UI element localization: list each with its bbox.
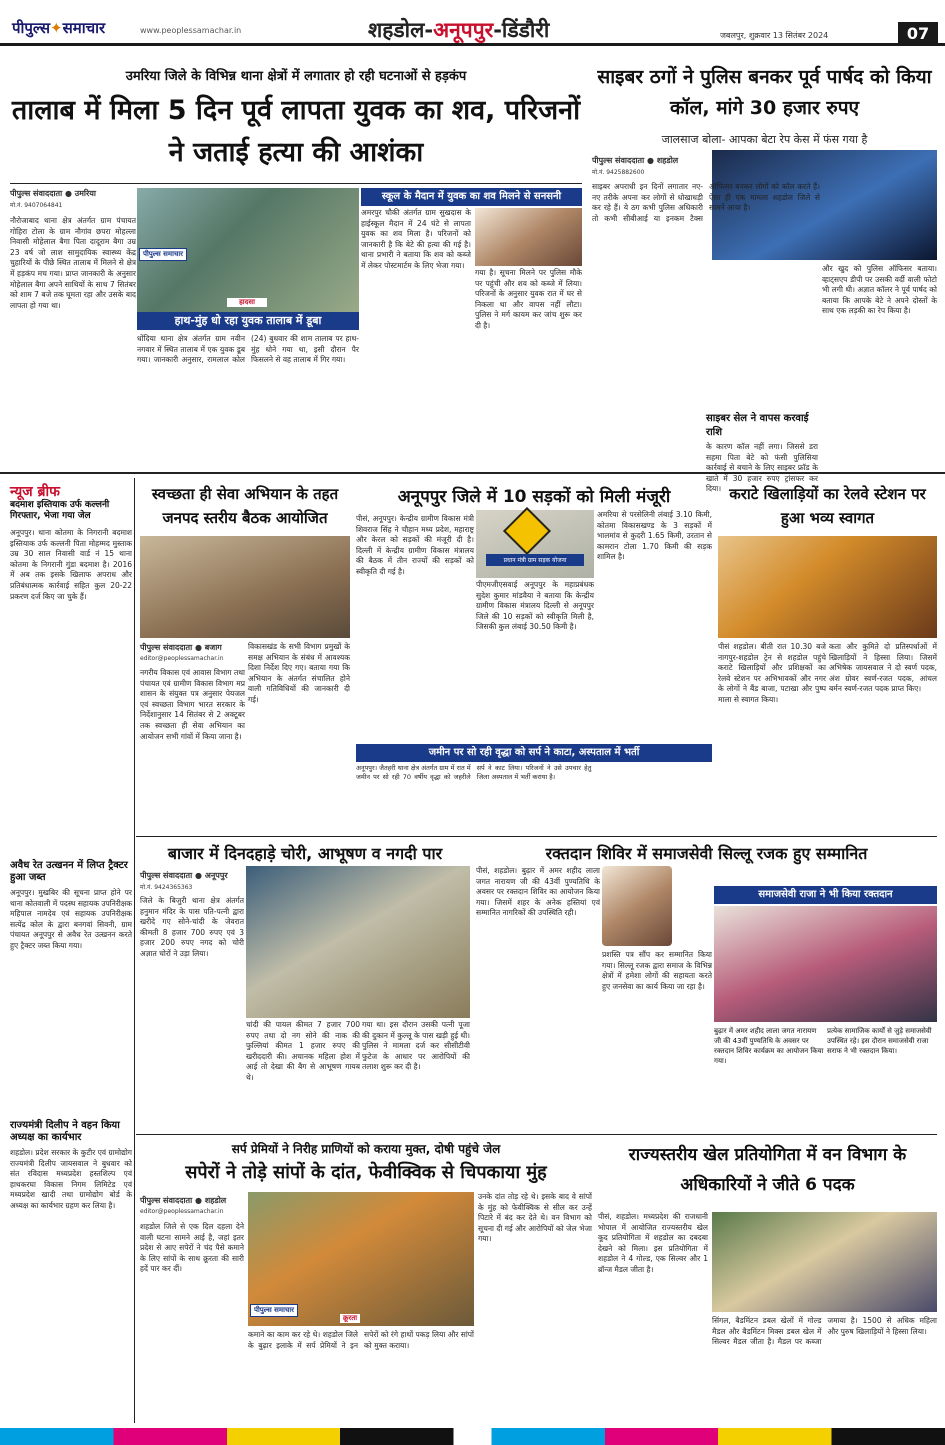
cyber-subhead: साइबर सेल ने वापस करवाई राशि: [706, 413, 809, 438]
roads-sign-photo[interactable]: [476, 510, 594, 578]
roads-headline: अनूपपुर जिले में 10 सड़कों को मिली मंजूरी: [397, 487, 671, 507]
cyber-mobile: मो.नं. 9425882600: [592, 169, 645, 176]
dateline: जबलपुर, शुक्रवार 13 सितंबर 2024: [720, 31, 829, 40]
blood-caption-2: प्रत्येक सामाजिक कार्यों से जुड़े समाजसेवी उपस्थित रहे। इस दौरान समाजसेवी राजा सराफ ने भी रक्तदान किया।: [827, 1027, 932, 1055]
section-right: -डिंडौरी: [493, 18, 550, 42]
snakes-body-1: शहडोल जिले से एक दिल दहला देने वाली घटना सामने आई है, जहां इतर प्रदेश से आए सपेरों ने चंद पैसे कमाने के लिए सांपों के साथ क्रूरता की सारी हदें पार कर दीं।: [140, 1222, 244, 1274]
logo-watermark: पीपुल्स समाचार: [250, 1304, 298, 1317]
newspaper-logo[interactable]: [12, 18, 105, 38]
karate-body-2: कता और कुमिते दो प्रतिस्पर्धाओं में खिलाड़ियों ने हिस्सा लिया। जिसमें अभिषेक जायसवाल ने दो स्वर्ण पदक, अंश ग्रोवर स्वर्ण-रजत पदक, आंचल बर्मन स्वर्ण-रजत पदक प्राप्त किए।: [829, 642, 937, 694]
theft-photo[interactable]: [246, 866, 470, 1018]
lead-byline: पीपुल्स संवाददाता ● उमरिया: [10, 189, 96, 198]
swachh-email: editor@peoplessamachar.in: [140, 655, 224, 662]
cyber-sub: जालसाज बोला- आपका बेटा रेप केस में फंस गया है: [661, 133, 868, 146]
cyber-headline: साइबर ठगों ने पुलिस बनकर पूर्व पार्षद को किया कॉल, मांगे 30 हजार रुपए: [597, 66, 932, 119]
section-left: शहडोल-: [368, 18, 434, 42]
theft-body-3: गया था। इस दौरान उसकी पत्नी पूजा की दुकान में कुल्लू के पास खड़ी हुई थी। पुलिस ने मामला दर्ज कर सीसीटीवी फुटेज के आधार पर आरोपियों की तलाश शुरू कर दी है।: [362, 1020, 470, 1072]
brief-headline-1: बदमाश इस्तियाक उर्फ कल्लनी गिरफ्तार, भेजा गया जेल: [10, 500, 110, 521]
logo-main: पीपुल्स: [12, 19, 51, 37]
brief-headline-2: अवैध रेत उत्खनन में लिप्त ट्रैक्टर हुआ जब्त: [10, 860, 128, 883]
section-title: [368, 16, 549, 44]
cyber-body-1: साइबर अपराधी इन दिनों लगातार नए-नए तरीके अपना कर लोगों से धोखाधड़ी कर रहे हैं। ये ठग कभी पुलिस अधिकारी तो कभी सीबीआई या इनकम टैक्स ऑफिसर बनकर लोगों को कॉल करते हैं। ऐसा ही एक मामला शहडोल जिले से सामने आया है।: [592, 182, 820, 223]
brief-body-1: अनूपपुर। थाना कोतमा के निगरानी बदमाश इस्तियाक उर्फ कल्लनी पिता मोहम्मद मुस्ताक उम्र 30 साल निवासी वार्ड नं 15 थाना कोतमा के निगरानी गुंडा बदमाश है। 2016 में अब तक इसके खिलाफ अपराध और प्रतिबंधात्मक कार्रवाई सहित कुल 20-22 प्रकरण दर्ज किए जा चुके हैं।: [10, 528, 132, 601]
lead-photo[interactable]: [137, 188, 359, 312]
cyber-byline: पीपुल्स संवाददाता ● शहडोल: [592, 156, 679, 165]
brief-headline-3: राज्यमंत्री दिलीप ने वहन किया अध्यक्ष का कार्यभार: [10, 1120, 120, 1143]
swachh-headline: स्वच्छता ही सेवा अभियान के तहत जनपद स्तरीय बैठक आयोजित: [151, 485, 339, 527]
side-kicker: स्कूल के मैदान में युवक का शव मिलने से सनसनी: [361, 188, 582, 206]
lead-headline: तालाब में मिला 5 दिन पूर्व लापता युवक का शव, परिजनों ने जताई हत्या की आशंका: [11, 95, 581, 168]
roads-body-2: पीएमजीएसवाई अनूपपुर के महाप्रबंधक सुदेश कुमार मांडवैया ने बताया कि केन्द्रीय ग्रामीण विकास मंत्रालय दिल्ली से अनूपपुर जिले की 10 सड़कों को स्वीकृति मिली है, जिसकी कुल लंबाई 30.50 किमी है।: [476, 580, 594, 632]
lead-photo-caption: हाथ-मुंह धो रहा युवक तालाब में डूबा: [137, 312, 359, 330]
snakes-kicker: सर्प प्रेमियों ने निरीह प्राणियों को कराया मुक्त, दोषी पहुंचे जेल: [231, 1142, 501, 1156]
theft-mobile: मो.नं. 9424365363: [140, 884, 193, 891]
snakes-photo[interactable]: [248, 1192, 474, 1326]
lead-mobile: मो.नं. 9407064841: [10, 202, 63, 209]
website-url[interactable]: www.peoplessamachar.in: [140, 26, 242, 35]
swachh-byline: पीपुल्स संवाददाता ● बजाग: [140, 643, 222, 652]
snakes-body-2: कमाने का काम कर रहे थे। शहडोल जिले के बुढ़ार इलाके में सर्प प्रेमियों ने इन सपेरों को रंगे हाथों पकड़ लिया और सांपों को मुक्त कराया।: [248, 1330, 474, 1350]
karate-photo[interactable]: [718, 536, 937, 638]
snakes-email: editor@peoplessamachar.in: [140, 1208, 224, 1215]
hadsa-badge: हादसा: [227, 298, 267, 307]
logo-watermark: पीपुल्स समाचार: [139, 248, 187, 261]
brief-body-2: अनूपपुर। मुखबिर की सूचना प्राप्त होने पर थाना कोतवाली में पदस्थ सहायक उपनिरीक्षक महिपाल नामदेव एवं सहायक उपनिरीक्षक सत्येंद्र कोल के द्वारा बनगवां सिवनी, ग्राम पंचायत अनूपपुर से अवैध रेत उत्खनन करते हुए ट्रैक्टर जब्त किया गया।: [10, 888, 132, 950]
blood-caption-1: बुढ़ार में अमर शहीद लाला जगत नारायण जी की 43वीं पुण्यतिथि के अवसर पर रक्तदान शिविर कार्यक्रम का आयोजन किया गया।: [714, 1027, 824, 1065]
sports-headline: राज्यस्तरीय खेल प्रतियोगिता में वन विभाग के अधिकारियों ने जीते 6 पदक: [628, 1145, 907, 1195]
roads-body-3: अमरिया से परसेलिनी लंबाई 3.10 किमी, कोतमा विकासखण्ड के 3 सड़कों में भालमांव से कुदरी 1.65 किमी, उरतान से कामरान टोला 1.70 किमी की सड़क शामिल है।: [597, 510, 712, 562]
karate-body-1: पीसं शहडोल। बीती रात 10.30 बजे नागपुर-शहडोल ट्रेन से शहडोल पहुंचे कराटे खिलाड़ियों और प्रशिक्षकों का रेलवे स्टेशन पर अभिभावकों और नगर के लोगों ने बैंड बाजा, पटाखा और पुष्प माला से स्वागत किया।: [718, 642, 826, 704]
body-photo[interactable]: [475, 208, 582, 266]
roads-body-1: पीसं, अनूपपुर। केन्द्रीय ग्रामीण विकास मंत्री शिवराज सिंह ने चौहान मध्य प्रदेश, महाराष्ट्र और केरल को सड़कों की मंजूरी दी है। दिल्ली में केन्द्रीय ग्रामीण विकास मंत्रालय की बैठक में तीन राज्यों की सड़कों को स्वीकृति दी गई है।: [356, 514, 474, 576]
section-mid: अनूपपुर: [433, 18, 494, 42]
sign-text: प्रधान मंत्री ग्राम सड़क योजना: [486, 554, 584, 566]
divider: [10, 183, 582, 184]
snakes-headline: सपेरों ने तोड़े सांपों के दांत, फेवीक्विक से चिपकाया मुंह: [185, 1162, 547, 1183]
cyber-body-3: के कारण कॉल नहीं लगा। जिससे डरा सहमा पिता बेटे को फंसी पुलिसिया कार्रवाई से बचाने के लिए साइबर फ्रॉड के खाते में 30 हजार रुपए ट्रांसफर कर दिया।: [706, 442, 818, 494]
snakes-body-3: उनके दांत तोड़ रहे थे। इसके बाद वे सांपों के मुंह को फेवीक्विक से सील कर उन्हें पिटारे में बंद कर देते थे। वन विभाग को सूचना दी गई और आरोपियों को जेल भेजा गया।: [478, 1192, 592, 1244]
page-number: 07: [898, 22, 938, 46]
blood-body-2: प्रशस्ति पत्र सौंप कर सम्मानित किया गया। सिल्लू रजक द्वारा समाज के विभिन्न क्षेत्रों में हमेशा लोगों की सहायता करते हुए जनसेवा का कार्य किया जा रहा है।: [602, 950, 712, 991]
color-registration-strip: [0, 1428, 945, 1445]
divider: [136, 1134, 937, 1135]
cyber-body-2: और खुद को पुलिस ऑफिसर बताया। व्हाट्सएप डीपी पर उसकी वर्दी वाली फोटो भी लगी थी। अज्ञात कॉलर ने पूर्व पार्षद को बताया कि आपके बेटे ने अपने दोस्तों के साथ एक लड़की का रेप किया है।: [822, 264, 937, 316]
snake-bite-bar: जमीन पर सो रही वृद्धा को सर्प ने काटा, अस्पताल में भर्ती: [356, 744, 712, 762]
lead-body-4: गया है। सूचना मिलने पर पुलिस मौके पर पहुंची और शव को कब्जे में लिया। परिजनों के अनुसार युवक रात में घर से निकला था और वापस नहीं लौटा। पुलिस ने मर्ग कायम कर जांच शुरू कर दी है।: [475, 268, 582, 330]
theft-body-2: चांदी की पायल कीमत 7 हजार 700 रुपए तथा दो नग सोने की नाक की फुल्लियां कीमत 1 हजार रुपए की खरीददारी की। अचानक महिला होश में आई तो देखा की बैग से आभूषण गायब थे।: [246, 1020, 360, 1082]
divider: [134, 478, 135, 1423]
theft-body-1: जिले के बिजुरी थाना क्षेत्र अंतर्गत हनुमान मंदिर के पास पति-पत्नी द्वारा खरीदे गए सोने-चांदी के जेवरात कीमती 8 हजार 700 रुपए एवं 3 हजार 200 रुपए नगद को चोरी अज्ञात चोरों ने उड़ा लिया।: [140, 896, 244, 958]
blood-body-1: पीसं, शहडोल। बुढ़ार में अमर शहीद लाला जगत नारायण जी की 43वीं पुण्यतिथि के अवसर पर रक्तदान शिविर का आयोजन किया गया। जिसमें शहर के अनेक हस्तियां एवं सम्मानित नागरिकों की उपस्थिति रही।: [476, 866, 600, 918]
theft-byline: पीपुल्स संवाददाता ● अनूपपुर: [140, 871, 228, 880]
lead-kicker: उमरिया जिले के विभिन्न थाना क्षेत्रों में लगातार हो रही घटनाओं से हड़कंप: [125, 69, 467, 84]
swachh-photo[interactable]: [140, 536, 350, 638]
blood-donation-photo[interactable]: [714, 906, 937, 1022]
blood-photo-bar: समाजसेवी राजा ने भी किया रक्तदान: [714, 886, 937, 904]
sports-body-1: पीसं, शहडोल। मध्यप्रदेश की राजधानी भोपाल में आयोजित राज्यस्तरीय खेल कूद प्रतियोगिता में शहडोल का दबदबा देखने को मिला। इस प्रतियोगिता में शहडोल ने 4 गोल्ड, एक सिल्वर और 1 ब्रॉन्ज मैडल जीता है।: [598, 1212, 708, 1274]
sports-photo[interactable]: [712, 1212, 937, 1312]
divider: [0, 472, 945, 474]
blood-person-photo[interactable]: [602, 866, 672, 946]
karate-headline: कराटे खिलाड़ियों का रेलवे स्टेशन पर हुआ भव्य स्वागत: [729, 485, 926, 527]
star-icon: ✦: [50, 19, 63, 37]
cruelty-badge: क्रूरता: [340, 1314, 360, 1323]
swachh-body-1: नगरीय विकास एवं आवास विभाग तथा पंचायत एवं ग्रामीण विकास विभाग मप्र शासन के संयुक्त पत्र अनुसार पेयजल एवं स्वच्छता विभाग भारत सरकार के निर्देशानुसार 14 सितंबर से 2 अक्टूबर तक स्वच्छता ही सेवा अभियान का आयोजन सभी गांवों में किया जाना है।: [140, 668, 245, 741]
snake-bite-body: अनूपपुर। जैतहरी थाना क्षेत्र अंतर्गत ग्राम में रात में जमीन पर सो रही 70 वर्षीय वृद्धा को जहरीले सर्प ने काट लिया। परिजनों ने उसे उपचार हेतु जिला अस्पताल में भर्ती कराया है।: [356, 764, 592, 781]
masthead: [0, 0, 945, 46]
lead-body-3: अमरपुर चौकी अंतर्गत ग्राम सुखदास के हाईस्कूल मैदान में 24 घंटे से लापता युवक का शव मिला है। परिजनों को जानकारी है कि बेटे की हत्या की गई है। थाना प्रभारी ने बताया कि शव को कब्जे में लेकर पोस्टमार्टम के लिए भेजा गया।: [361, 208, 471, 270]
divider: [136, 836, 937, 837]
swachh-body-2: विकासखंड के सभी विभाग प्रमुखों के समक्ष अभियान के संबंध में आवश्यक दिशा निर्देश दिए गए। बताया गया कि अभियान के अंतर्गत संचालित होने वाली गतिविधियों की जानकारी दी गई।: [248, 642, 350, 704]
lead-body-2: धोंदिया थाना क्षेत्र अंतर्गत ग्राम नवीन नगवार में स्थित तालाब में एक युवक डूब गया। जानकारी अनुसार, रामलाल कोल (24) बुधवार की शाम तालाब पर हाथ-मुंह धोने गया था, इसी दौरान पैर फिसलने से वह तालाब में गिर गया।: [137, 334, 359, 365]
lead-body-1: नौरोजाबाद थाना क्षेत्र अंतर्गत ग्राम पंचायत गोहिरा टोला के ग्राम नौगांव छपरा मोहल्ला निवासी मोहेलाल बैगा पिता दादूराम बैगा उम्र 23 वर्ष जो लाश सामुदायिक स्वास्थ्य केंद्र चुहारियों के पीछे स्थित तालाब में मिलने से क्षेत्र में हड़कंप मच गया। प्राप्त जानकारी के अनुसार मोहेलाल बैगा अपने साथियों के साथ 7 सितंबर को शाम 7 बजे तक घूमता रहा और उसके बाद लापता हो गया था।: [10, 216, 136, 310]
news-brief-title: न्यूज ब्रीफ: [10, 484, 60, 500]
blood-headline: रक्तदान शिविर में समाजसेवी सिल्लू रजक हुए सम्मानित: [545, 844, 868, 863]
brief-body-3: शहडोल। प्रदेश सरकार के कुटीर एवं ग्रामोद्योग राज्यमंत्री दिलीप जायसवाल ने बुधवार को संत रविदास मध्यप्रदेश हस्तशिल्प एवं हाथकरघा विकास निगम लिमिटेड एवं मध्यप्रदेश खादी तथा ग्रामोद्योग बोर्ड के अध्यक्ष का कार्यभार ग्रहण कर लिया है।: [10, 1148, 132, 1210]
logo-accent: समाचार: [62, 19, 106, 37]
road-sign-icon: [503, 507, 551, 555]
sports-body-2: सिंगल, बैडमिंटन डबल खेलों में गोल्ड मैडल और बैडमिंटन मिक्स डबल खेल में सिल्वर मैडल जीता है। मैडल पर कब्जा जमाया है। 1500 से अधिक महिला और पुरुष खिलाड़ियों ने हिस्सा लिया।: [712, 1316, 937, 1347]
snakes-byline: पीपुल्स संवाददाता ● शहडोल: [140, 1196, 227, 1205]
theft-headline: बाजार में दिनदहाड़े चोरी, आभूषण व नगदी पार: [167, 844, 443, 863]
